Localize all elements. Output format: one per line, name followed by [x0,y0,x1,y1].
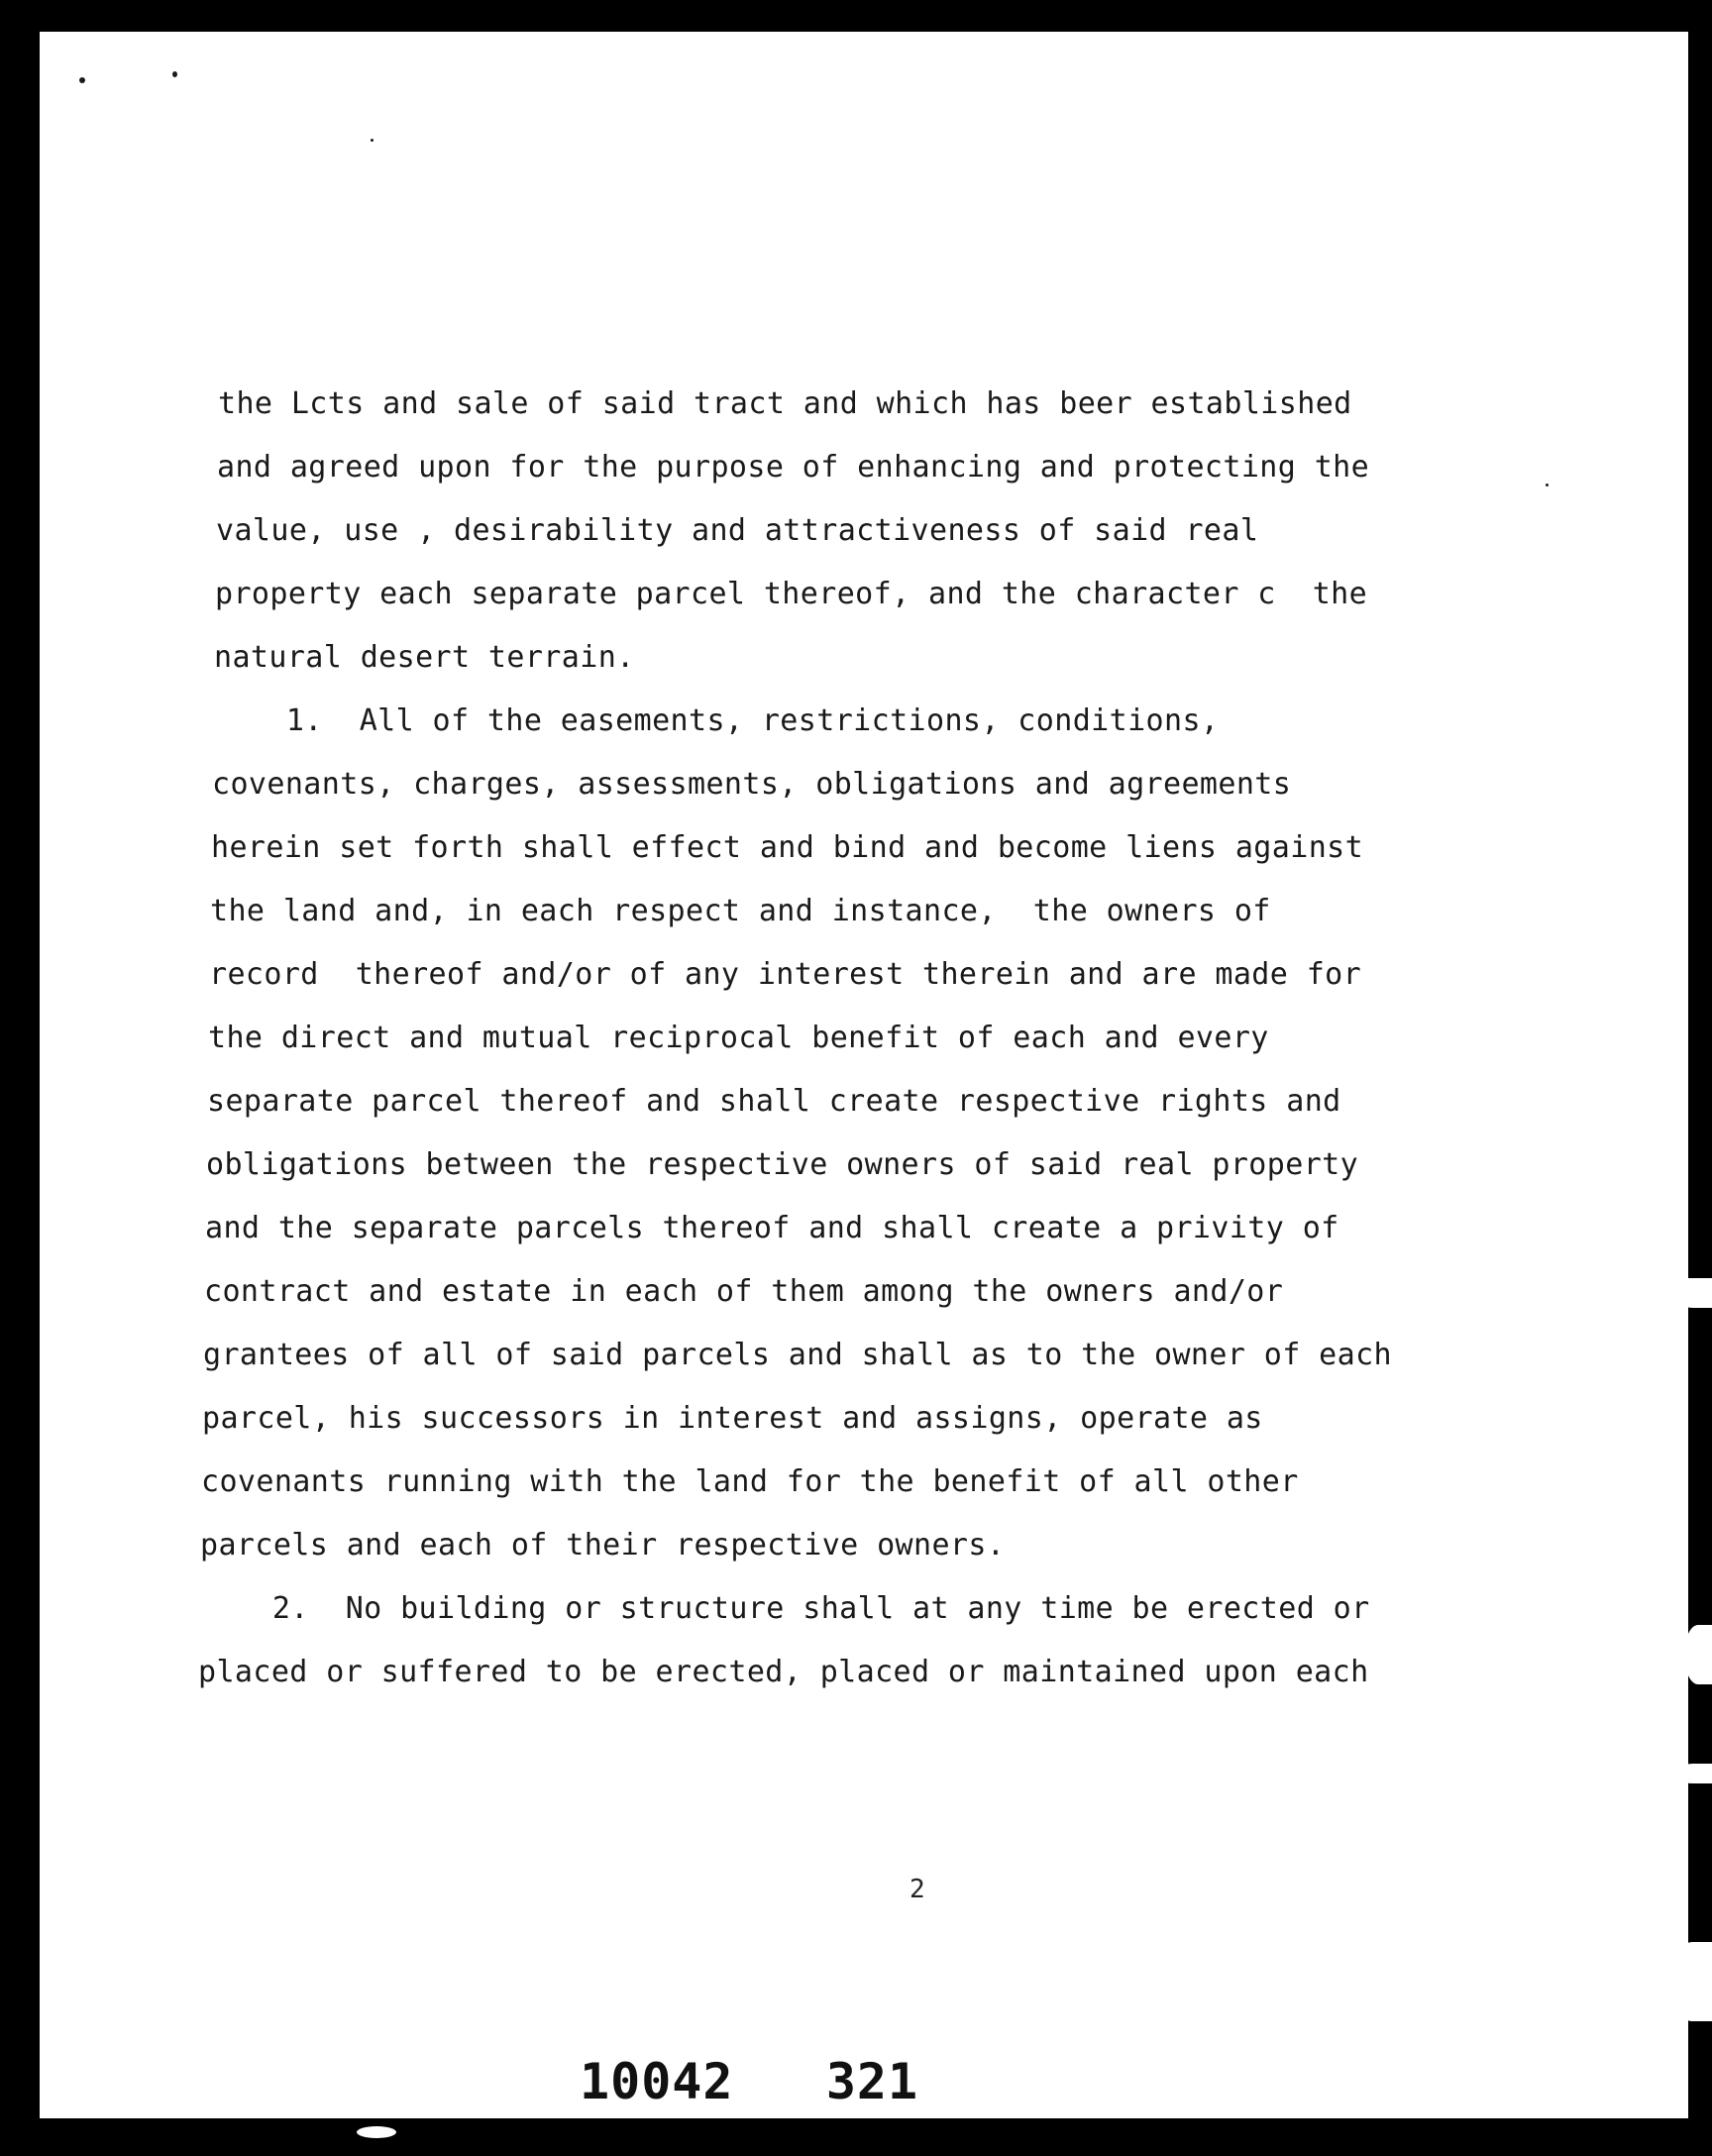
document-number: 10042 321 [580,2053,919,2110]
body-line-6: 1. All of the easements, restrictions, conditions, [213,703,1220,738]
body-line-7: covenants, charges, assessments, obligations and agreements [212,767,1292,802]
body-line-16: grantees of all of said parcels and shall as to the owner of each [203,1338,1392,1372]
scan-edge-artifact [357,2126,396,2138]
body-line-1: the Lcts and sale of said tract and which has beer established [218,386,1352,421]
scan-edge-artifact [1684,1625,1712,1684]
scan-speck [172,71,177,77]
document-page [40,32,1688,2118]
scan-edge-artifact [1674,1278,1712,1308]
body-line-9: the land and, in each respect and instance, the owners of [210,894,1271,928]
scan-edge-artifact [1672,1942,1712,2021]
body-line-20: 2. No building or structure shall at any time be erected or [199,1591,1370,1626]
scan-speck [1546,484,1549,486]
body-line-18: covenants running with the land for the benefit of all other [201,1464,1299,1499]
body-line-5: natural desert terrain. [214,640,635,675]
body-line-19: parcels and each of their respective owners. [200,1528,1006,1563]
body-line-4: property each separate parcel thereof, and the character c the [215,577,1368,611]
body-line-13: obligations between the respective owners of said real property [206,1147,1359,1182]
body-line-12: separate parcel thereof and shall create respective rights and [207,1084,1341,1119]
body-line-2: and agreed upon for the purpose of enhancing and protecting the [217,450,1370,485]
scan-speck [371,139,374,142]
scan-edge-artifact [1674,1764,1712,1783]
body-line-15: contract and estate in each of them among the owners and/or [204,1274,1284,1309]
body-line-14: and the separate parcels thereof and shall create a privity of [205,1211,1339,1245]
scan-speck [79,77,85,83]
body-line-11: the direct and mutual reciprocal benefit of each and every [208,1021,1269,1055]
body-line-21: placed or suffered to be erected, placed or maintained upon each [198,1655,1369,1689]
page-number: 2 [910,1875,925,1904]
body-line-3: value, use , desirability and attractiveness of said real [216,513,1259,548]
body-line-8: herein set forth shall effect and bind and become liens against [211,830,1364,865]
body-line-17: parcel, his successors in interest and assigns, operate as [202,1401,1263,1436]
body-line-10: record thereof and/or of any interest therein and are made for [209,957,1362,992]
